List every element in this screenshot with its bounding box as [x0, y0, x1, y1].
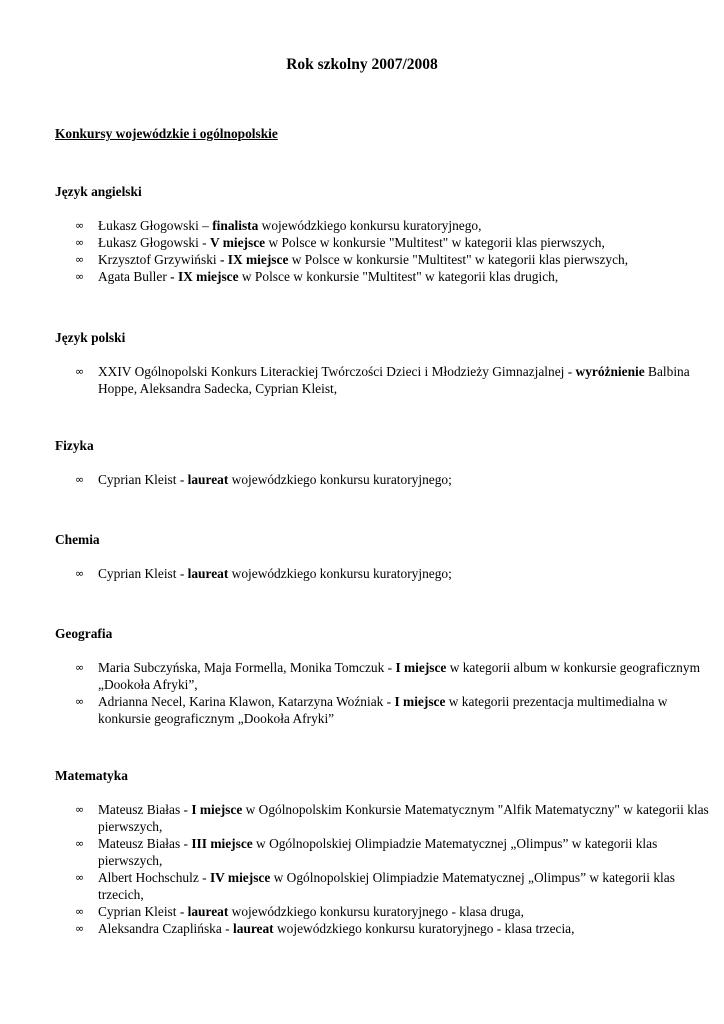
- bullet-infinity-icon: ∞: [75, 922, 85, 935]
- list-item: [55, 693, 715, 727]
- bullet-infinity-icon: ∞: [75, 661, 85, 674]
- item-text: Krzysztof Grzywiński: [98, 252, 220, 267]
- item-award: laureat: [187, 472, 229, 487]
- item-text: w Ogólnopolskim Konkursie Matematycznym "Alfik Matematyczny" w kategorii klas pierwszych,: [98, 802, 709, 834]
- item-text: Albert Hochschulz -: [98, 870, 210, 885]
- bullet-infinity-icon: ∞: [75, 270, 85, 283]
- section-geography: [55, 625, 715, 727]
- section-title-geography: Geografia: [55, 626, 113, 641]
- item-text: w Ogólnopolskiej Olimpiadzie Matematycznej „Olimpus” w kategorii klas trzecich,: [98, 870, 675, 902]
- list-item: [55, 801, 715, 835]
- item-text: Łukasz Głogowski -: [98, 235, 210, 250]
- item-award: V miejsce: [209, 235, 266, 250]
- list-item: [55, 471, 715, 488]
- list-item: [55, 363, 715, 397]
- item-text: Agata Buller: [98, 269, 171, 284]
- english-list: [55, 217, 715, 285]
- item-text: wojewódzkiego konkursu kuratoryjnego;: [228, 566, 452, 581]
- bullet-infinity-icon: ∞: [75, 803, 85, 816]
- list-item: [55, 251, 715, 268]
- item-text: Aleksandra Czaplińska -: [98, 921, 233, 936]
- list-item: [55, 869, 715, 903]
- bullet-infinity-icon: ∞: [75, 253, 85, 266]
- bullet-infinity-icon: ∞: [75, 871, 85, 884]
- bullet-infinity-icon: ∞: [75, 837, 85, 850]
- item-text: Cyprian Kleist -: [98, 472, 188, 487]
- section-polish: [55, 329, 715, 397]
- bullet-infinity-icon: ∞: [75, 236, 85, 249]
- item-text: wojewódzkiego konkursu kuratoryjnego - klasa trzecia,: [273, 921, 575, 936]
- section-title-polish: Język polski: [55, 330, 126, 345]
- item-award: laureat: [187, 904, 229, 919]
- chemistry-list: [55, 565, 715, 582]
- bullet-infinity-icon: ∞: [75, 365, 85, 378]
- bullet-infinity-icon: ∞: [75, 905, 85, 918]
- page-title: Rok szkolny 2007/2008: [286, 56, 438, 73]
- item-award: laureat: [187, 566, 229, 581]
- bullet-infinity-icon: ∞: [75, 567, 85, 580]
- list-item: [55, 903, 715, 920]
- item-award: IV miejsce: [209, 870, 271, 885]
- list-item: [55, 268, 715, 285]
- list-item: [55, 565, 715, 582]
- bullet-infinity-icon: ∞: [75, 695, 85, 708]
- section-mathematics: [55, 767, 715, 937]
- item-award: I miejsce: [395, 660, 447, 675]
- section-title-english: Język angielski: [55, 184, 142, 199]
- item-text: Mateusz Białas -: [98, 836, 192, 851]
- item-text: w Polsce w konkursie "Multitest" w kategorii klas pierwszych,: [265, 235, 605, 250]
- item-text: w Polsce w konkursie "Multitest" w kategorii klas pierwszych,: [288, 252, 629, 267]
- list-item: [55, 920, 715, 937]
- item-text: Łukasz Głogowski –: [98, 218, 213, 233]
- section-physics: [55, 437, 715, 488]
- item-text: Maria Subczyńska, Maja Formella, Monika Tomczuk -: [98, 660, 396, 675]
- section-title-physics: Fizyka: [55, 438, 94, 453]
- list-item: [55, 659, 715, 693]
- section-title-chemistry: Chemia: [55, 532, 100, 547]
- item-award: finalista: [212, 218, 259, 233]
- item-award: III miejsce: [191, 836, 253, 851]
- item-award: laureat: [232, 921, 274, 936]
- item-award: - IX miejsce: [170, 269, 239, 284]
- list-item: [55, 217, 715, 234]
- item-text: w Ogólnopolskiej Olimpiadzie Matematycznej „Olimpus” w kategorii klas pierwszych,: [98, 836, 658, 868]
- item-award: wyróżnienie: [575, 364, 645, 379]
- physics-list: [55, 471, 715, 488]
- item-text: w Polsce w konkursie "Multitest" w kategorii klas drugich,: [238, 269, 559, 284]
- item-text: wojewódzkiego konkursu kuratoryjnego - klasa druga,: [228, 904, 524, 919]
- item-award: I miejsce: [191, 802, 243, 817]
- bullet-infinity-icon: ∞: [75, 473, 85, 486]
- item-text: Mateusz Białas -: [98, 802, 192, 817]
- list-item: [55, 234, 715, 251]
- item-award: - IX miejsce: [219, 252, 289, 267]
- geography-list: [55, 659, 715, 727]
- list-item: [55, 835, 715, 869]
- item-text: wojewódzkiego konkursu kuratoryjnego,: [258, 218, 482, 233]
- item-text: Balbina Hoppe, Aleksandra Sadecka, Cyprian Kleist,: [98, 364, 690, 396]
- item-text: Adrianna Necel, Karina Klawon, Katarzyna Woźniak -: [98, 694, 395, 709]
- item-text: w kategorii prezentacja multimedialna w konkursie geograficznym „Dookoła Afryki”: [98, 694, 668, 726]
- mathematics-list: [55, 801, 715, 937]
- bullet-infinity-icon: ∞: [75, 219, 85, 232]
- section-title-mathematics: Matematyka: [55, 768, 128, 783]
- polish-list: [55, 363, 715, 397]
- item-award: I miejsce: [394, 694, 446, 709]
- item-text: w kategorii album w konkursie geograficznym „Dookoła Afryki”,: [98, 660, 700, 692]
- item-text: Cyprian Kleist -: [98, 566, 188, 581]
- section-chemistry: [55, 531, 715, 582]
- section-english: [55, 183, 715, 285]
- item-text: wojewódzkiego konkursu kuratoryjnego;: [228, 472, 452, 487]
- item-text: XXIV Ogólnopolski Konkurs Literackiej Twórczości Dzieci i Młodzieży Gimnazjalnej -: [98, 364, 576, 379]
- main-heading: Konkursy wojewódzkie i ogólnopolskie: [55, 126, 278, 141]
- item-text: Cyprian Kleist -: [98, 904, 188, 919]
